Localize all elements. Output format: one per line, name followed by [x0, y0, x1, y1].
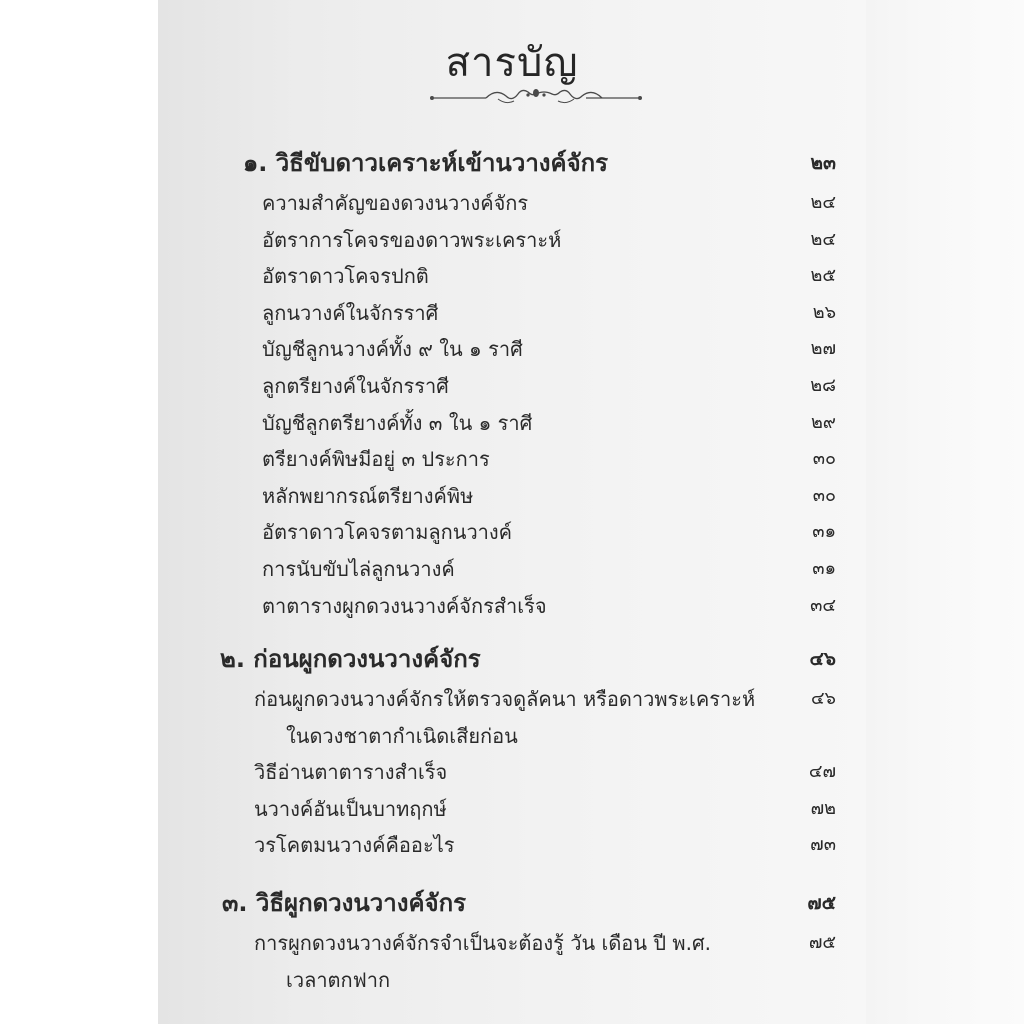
- toc-entry-title: วิธีอ่านตาตารางสำเร็จ: [254, 760, 448, 785]
- toc-entry-page-number: ๒๔: [810, 228, 836, 250]
- toc-entry-title: ลูกนวางค์ในจักรราศี: [262, 300, 439, 325]
- toc-entry-title: ตาตารางผูกดวงนวางค์จักรสำเร็จ: [262, 593, 547, 618]
- toc-entry-row: [0, 332, 1024, 368]
- toc-section-page-number: ๔๖: [809, 648, 836, 670]
- toc-entry-row: [0, 682, 1024, 718]
- toc-entry-title: วรโคตมนวางค์คืออะไร: [254, 833, 455, 858]
- toc-entry-continuation: เวลาตกฟาก: [286, 967, 391, 992]
- toc-entry-row: [0, 552, 1024, 588]
- toc-entry-row: [0, 369, 1024, 405]
- toc-entry-page-number: ๒๘: [810, 375, 836, 396]
- toc-entry-page-number: ๓๔: [810, 594, 836, 616]
- toc-entry-page-number: ๒๖: [812, 301, 836, 323]
- toc-entry-page-number: ๒๗: [810, 338, 836, 360]
- toc-entry-continuation: ในดวงชาตากำเนิดเสียก่อน: [286, 723, 518, 748]
- toc-entry-title: บัญชีลูกนวางค์ทั้ง ๙ ใน ๑ ราศี: [262, 337, 523, 362]
- toc-entry-page-number: ๒๔: [810, 192, 836, 213]
- toc-entry-page-number: ๗๕: [808, 932, 836, 953]
- toc-entry-title: อัตราดาวโคจรปกติ: [262, 264, 429, 289]
- toc-entry-continuation-row: [0, 963, 1024, 999]
- toc-entry-title: ก่อนผูกดวงนวางค์จักรให้ตรวจดูลัคนา หรือดาวพระเคราะห์: [254, 687, 756, 711]
- toc-entry-row: [0, 926, 1024, 962]
- toc-entry-page-number: ๔๗: [808, 761, 836, 783]
- toc-section-row: [0, 886, 1024, 922]
- toc-entry-row: [0, 755, 1024, 791]
- toc-entry-row: [0, 259, 1024, 295]
- toc-entry-page-number: ๓๐: [812, 484, 836, 506]
- toc-entry-page-number: ๔๖: [810, 688, 836, 709]
- toc-entry-title: การนับขับไล่ลูกนวางค์: [262, 557, 455, 581]
- toc-entry-row: [0, 406, 1024, 442]
- toc-entry-continuation-row: [0, 719, 1024, 755]
- page-title: สารบัญ: [445, 40, 579, 86]
- decorative-divider-ornament: [428, 86, 644, 106]
- toc-entry-row: [0, 442, 1024, 478]
- toc-entry-row: [0, 828, 1024, 864]
- toc-entry-row: [0, 186, 1024, 222]
- toc-entry-page-number: ๓๐: [812, 448, 836, 470]
- toc-entry-row: [0, 479, 1024, 515]
- toc-entry-page-number: ๓๑: [812, 521, 836, 543]
- toc-entry-title: ตรียางค์พิษมีอยู่ ๓ ประการ: [262, 447, 490, 472]
- toc-entry-title: การผูกดวงนวางค์จักรจำเป็นจะต้องรู้ วัน เดือน ปี พ.ศ.: [254, 931, 711, 955]
- toc-section-page-number: ๗๕: [807, 892, 836, 914]
- toc-entry-page-number: ๗๓: [810, 834, 836, 856]
- toc-entry-title: อัตราการโคจรของดาวพระเคราะห์: [262, 227, 562, 252]
- toc-entry-page-number: ๒๕: [810, 265, 836, 287]
- toc-section-row: [0, 146, 1024, 182]
- toc-section-title: ๓. วิธีผูกดวงนวางค์จักร: [222, 889, 466, 917]
- toc-entry-row: [0, 515, 1024, 551]
- toc-section-title: ๑. วิธีขับดาวเคราะห์เข้านวางค์จักร: [243, 149, 609, 177]
- toc-entry-page-number: ๒๙: [810, 411, 836, 433]
- toc-section-row: [0, 642, 1024, 678]
- toc-entry-title: หลักพยากรณ์ตรียางค์พิษ: [262, 483, 474, 508]
- toc-entry-row: [0, 589, 1024, 625]
- toc-entry-title: ความสำคัญของดวงนวางค์จักร: [262, 191, 529, 215]
- toc-entry-title: บัญชีลูกตรียางค์ทั้ง ๓ ใน ๑ ราศี: [262, 410, 533, 435]
- toc-entry-title: ลูกตรียางค์ในจักรราศี: [262, 374, 449, 398]
- toc-entry-title: อัตราดาวโคจรตามลูกนวางค์: [262, 520, 513, 545]
- toc-entry-page-number: ๗๒: [810, 797, 836, 819]
- toc-section-title: ๒. ก่อนผูกดวงนวางค์จักร: [220, 645, 481, 673]
- toc-entry-row: [0, 296, 1024, 332]
- toc-entry-title: นวางค์อันเป็นบาทฤกษ์: [254, 796, 447, 821]
- toc-entry-row: [0, 223, 1024, 259]
- toc-entry-row: [0, 792, 1024, 828]
- toc-section-page-number: ๒๓: [810, 152, 836, 174]
- toc-entry-page-number: ๓๑: [812, 558, 836, 579]
